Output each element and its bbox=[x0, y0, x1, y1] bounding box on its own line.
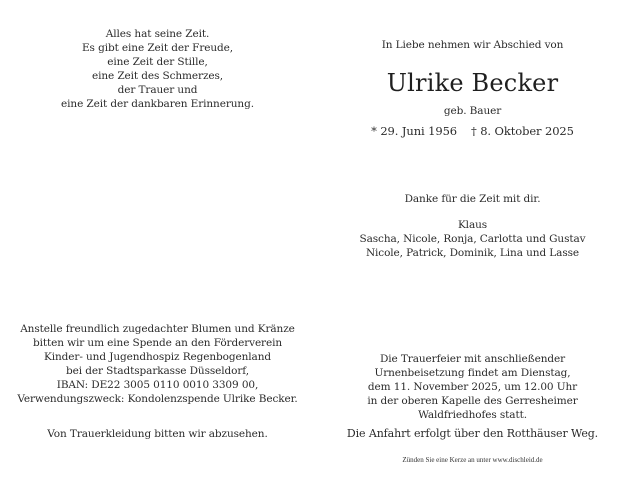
deceased-name: Ulrike Becker bbox=[386, 69, 559, 97]
poem-line: eine Zeit des Schmerzes, bbox=[91, 70, 224, 82]
donation-line: bitten wir um eine Spende an den Förderverein bbox=[32, 337, 283, 349]
mourners-list bbox=[315, 218, 630, 260]
maiden-name-text: geb. Bauer bbox=[443, 105, 502, 117]
donation-notice bbox=[0, 322, 315, 406]
poem-line: eine Zeit der dankbaren Erinnerung. bbox=[61, 98, 254, 110]
mourner-line: Nicole, Patrick, Dominik, Lina und Lasse bbox=[365, 247, 580, 259]
thanks-message bbox=[315, 192, 630, 206]
poem-line: der Trauer und bbox=[117, 84, 198, 96]
poem-line: Alles hat seine Zeit. bbox=[105, 28, 210, 40]
route-note-text: Die Anfahrt erfolgt über den Rotthäuser Weg. bbox=[346, 427, 599, 440]
route-note bbox=[315, 427, 630, 441]
attire-note bbox=[0, 427, 315, 441]
candle-link[interactable]: Zünden Sie eine Kerze an unter www.dischleid.de bbox=[402, 456, 543, 464]
attire-note-text: Von Trauerkleidung bitten wir abzusehen. bbox=[47, 428, 268, 440]
thanks-text: Danke für die Zeit mit dir. bbox=[404, 193, 541, 205]
ceremony-line: Die Trauerfeier mit anschließender bbox=[379, 353, 566, 365]
poem-verse bbox=[0, 27, 315, 111]
ceremony-line: Urnenbeisetzung findet am Dienstag, bbox=[374, 367, 571, 379]
ceremony-line: Waldfriedhofes statt. bbox=[418, 409, 527, 421]
iban-line: IBAN: DE22 3005 0110 0010 3309 00, bbox=[56, 379, 259, 391]
ceremony-line: dem 11. November 2025, um 12.00 Uhr bbox=[367, 381, 578, 393]
ceremony-line: in der oberen Kapelle des Gerresheimer bbox=[367, 395, 578, 407]
mourner-line: Klaus bbox=[457, 219, 488, 231]
mourner-line: Sascha, Nicole, Ronja, Carlotta und Gustav bbox=[359, 233, 586, 245]
donation-line: Kinder- und Jugendhospiz Regenbogenland bbox=[44, 351, 271, 363]
life-dates bbox=[315, 124, 630, 138]
farewell-intro-text: In Liebe nehmen wir Abschied von bbox=[381, 39, 564, 51]
death-date: † 8. Oktober 2025 bbox=[471, 124, 574, 138]
ceremony-details bbox=[315, 352, 630, 422]
farewell-intro bbox=[315, 38, 630, 52]
donation-line: Verwendungszweck: Kondolenzspende Ulrike Becker. bbox=[17, 393, 298, 405]
poem-line: Es gibt eine Zeit der Freude, bbox=[81, 42, 233, 54]
donation-line: bei der Stadtsparkasse Düsseldorf, bbox=[66, 365, 249, 377]
maiden-name bbox=[315, 104, 630, 118]
donation-line: Anstelle freundlich zugedachter Blumen und Kränze bbox=[20, 323, 295, 335]
candle-link-footer bbox=[315, 455, 630, 465]
poem-line: eine Zeit der Stille, bbox=[107, 56, 208, 68]
birth-date: * 29. Juni 1956 bbox=[371, 124, 457, 138]
